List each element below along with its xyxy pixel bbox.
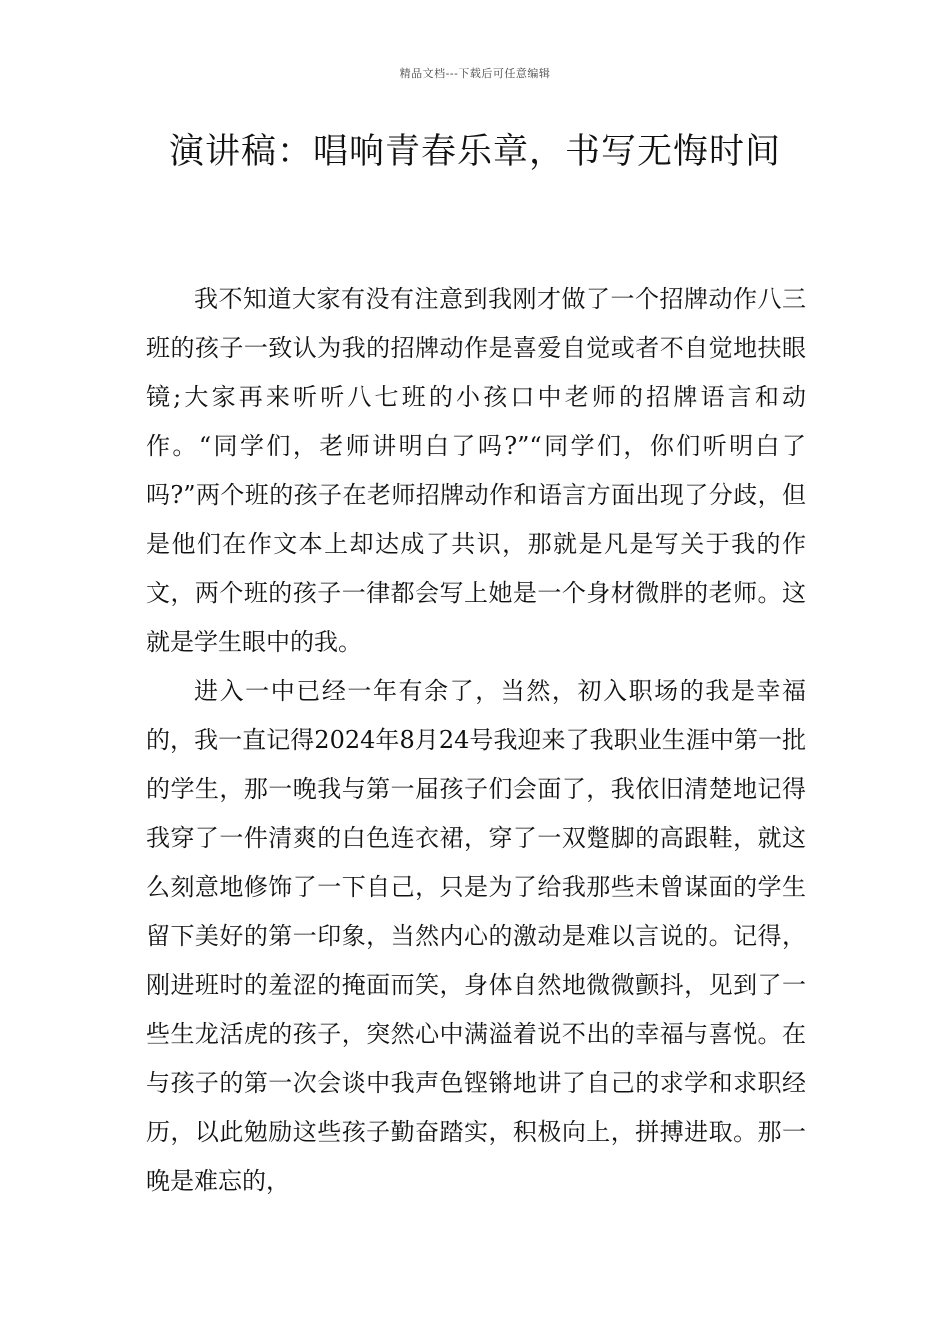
- paragraph: 我不知道大家有没有注意到我刚才做了一个招牌动作八三班的孩子一致认为我的招牌动作是喜爱自觉或者不自觉地扶眼镜;大家再来听听八七班的小孩口中老师的招牌语言和动作。“同学们，老师讲明白了吗?”“同学们，你们听明白了吗?”两个班的孩子在老师招牌动作和语言方面出现了分歧，但是他们在作文本上却达成了共识，那就是凡是写关于我的作文，两个班的孩子一律都会写上她是一个身材微胖的老师。这就是学生眼中的我。: [146, 285, 806, 656]
- header-note: 精品文档---下载后可任意编辑: [399, 67, 551, 80]
- document-body: [146, 275, 806, 1206]
- document-title: 演讲稿：唱响青春乐章，书写无悔时间: [168, 132, 781, 172]
- paragraph: 进入一中已经一年有余了，当然，初入职场的我是幸福的，我一直记得2024年8月24号我迎来了我职业生涯中第一批的学生，那一晚我与第一届孩子们会面了，我依旧清楚地记得我穿了一件清爽的白色连衣裙，穿了一双蹩脚的高跟鞋，就这么刻意地修饰了一下自己，只是为了给我那些未曾谋面的学生留下美好的第一印象，当然内心的激动是难以言说的。记得，刚进班时的羞涩的掩面而笑，身体自然地微微颤抖，见到了一些生龙活虎的孩子，突然心中满溢着说不出的幸福与喜悦。在与孩子的第一次会谈中我声色铿锵地讲了自己的求学和求职经历，以此勉励这些孩子勤奋踏实，积极向上，拼搏进取。那一晚是难忘的，: [146, 677, 806, 1195]
